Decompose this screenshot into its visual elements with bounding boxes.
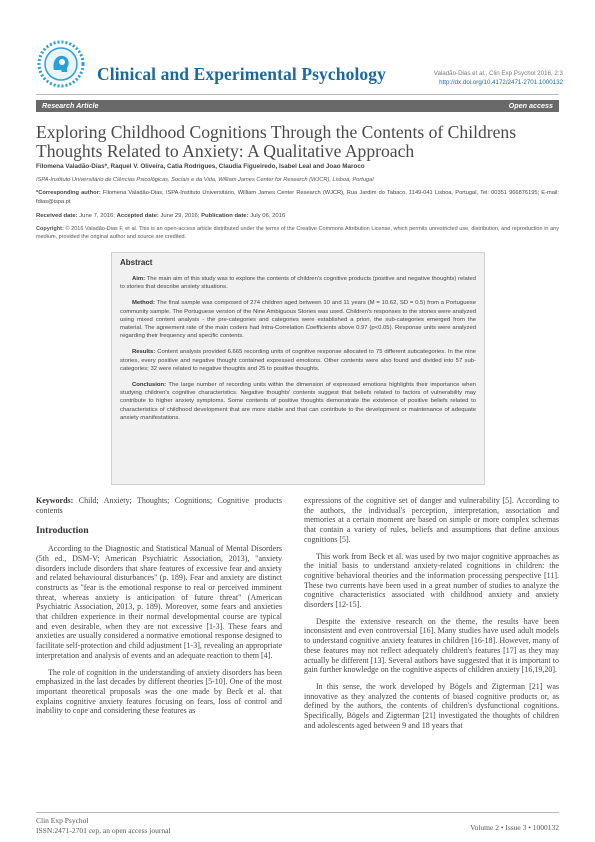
aim-label: Aim:: [132, 276, 146, 282]
paragraph: This work from Beck et al. was used by two major cognitive approaches as the initial basis to understand anxiety-related cognitions in children: the cognitive behavioral theories and the information processing perspective [11]. These two currents have been used in a great number of studies to analyze the cognitive characteristics associated with childhood anxiety and anxiety disorders [12-15].: [304, 551, 559, 610]
doi-link[interactable]: http://dx.doi.org/10.4172/2471-2701.1000132: [439, 79, 563, 86]
authors: Filomena Valadão-Dias*, Raquel V. Oliveira, Catia Rodrigues, Claudia Figueiredo, Isabel Leal and Joao Maroco: [36, 163, 365, 170]
keywords: [36, 496, 282, 515]
accepted-label: Accepted date:: [116, 213, 159, 219]
access-label: Open access: [508, 101, 553, 110]
article-dates: [36, 213, 559, 219]
article-type: Research Article: [42, 101, 99, 110]
conclusion-label: Conclusion:: [132, 382, 167, 389]
received-date: June 7, 2016;: [79, 213, 115, 219]
abstract-heading: Abstract: [120, 258, 153, 267]
paragraph: expressions of the cognitive set of danger and vulnerability [5]. According to the authors, the individual's perception, interpretation, association and memories at a certain moment are based on simple or more complex schemas that contain a variety of rules, beliefs and assumptions that define anxious cognitions [5].: [304, 496, 559, 544]
introduction-heading: Introduction: [36, 525, 89, 537]
keywords-label: Keywords:: [36, 496, 74, 505]
right-column: [304, 496, 559, 737]
copyright-text: © 2016 Valadão-Dias F, et al. This is an open-access article distributed under the terms of the Creative Commons Attribution License, which permits unrestricted use, distribution, and reproduction in any medium, provided the original author and source are credited.: [36, 226, 559, 241]
results-label: Results:: [132, 349, 156, 356]
aim-text: The main aim of this study was to explore the contents of children's cognitive products (positive and negative thoughts) related to stories that describe anxiety situations.: [120, 276, 477, 291]
corresponding-label: *Corresponding author:: [36, 190, 101, 196]
footer-journal: Clin Exp Psychol: [36, 816, 89, 825]
conclusion-text: The large number of recording units within the dimension of expressed emotions highlights their importance when studying children's cognitive characteristics. Negative thoughts' contents suggest that beliefs related to factors of vulnerability may contribute to higher anxiety symptoms. Some contents of positive thoughts demonstrate the existence of positive beliefs related to characteristics of childhood development that are more stable and that can contribute to the development or maintenance of adequate anxiety manifestations.: [120, 382, 476, 421]
footer-left: [36, 816, 171, 836]
footer-volume: Volume 2 • Issue 3 • 1000132: [470, 823, 559, 832]
results-text: Content analysis provided 6.665 recording units of cognitive response allocated to 75 different subcategories. In the nine stories, every positive and negative thought contained expressed emotions. Other contents were also found and divided into 57 sub-categories; 32 were related to negative thoughts and 25 to positive thoughts.: [120, 349, 476, 372]
header-divider: [36, 94, 559, 95]
received-label: Received date:: [36, 213, 78, 219]
journal-name: Clinical and Experimental Psychology: [97, 64, 386, 84]
footer-divider: [36, 812, 559, 813]
affiliation: ISPA-Instituto Universitário de Ciências Psicológicas, Sociais e da Vida, William James Center for Research (WJCR), Lisboa, Portugal: [36, 177, 374, 183]
method-text: The final sample was composed of 274 children aged between 10 and 11 years (M = 10.62, SD = 0.5) from a Portuguese community sample. The Portuguese version of the Nine Ambiguous Stories was used. Children's responses to the stories were analyzed using mixed content analysis - the pre-categories and categories were established a priori, the sub-categories emerged from the material. The agreement rate of the main coders had Intra-Correlation Coefficients above 0.97 (p<0.05). Response units were analyzed regarding their frequency and specific contents.: [120, 300, 476, 340]
published-date: July 06, 2016: [250, 213, 286, 219]
citation: Valadão-Dias et al., Clin Exp Psychol 2016, 2:3: [433, 70, 563, 77]
abstract-box: [111, 252, 485, 485]
abstract-conclusion: [120, 381, 476, 422]
paragraph: According to the Diagnostic and Statistical Manual of Mental Disorders (5th ed., DSM-V; American Psychiatric Association, 2013), "anxiety disorders include disorders that share features of excessive fear and anxiety and related behavioural disturbances" (p. 189). Fear and anxiety are distinct constructs as "fear is the emotional response to real or perceived imminent threat, whereas anxiety is anticipation of future threat" (American Psychiatric Association, 2013, p. 189). Moreover, some fears and anxieties that children experience in their normal developmental course are typical and even desirable, when they are not excessive [1-3]. These fears and anxieties are usually considered a normative emotional response designed to facilitate self-protection and child adjustment [1-3], revealing an appropriate interpretation and analysis of events and an adequate reaction to them [4].: [36, 544, 282, 660]
paragraph: The role of cognition in the understanding of anxiety disorders has been emphasized in the last decades by different theories [5-10]. One of the most important theoretical proposals was the one made by Beck et al. that explains cognitive anxiety features focusing on fears, loss of control and inability to cope and considering these features as: [36, 667, 282, 716]
article-type-bar: [36, 100, 559, 112]
keywords-text: Child; Anxiety; Thoughts; Cognitions; Cognitive products contents: [36, 496, 283, 515]
copyright: [36, 225, 559, 242]
abstract-method: [120, 299, 476, 340]
footer-issn: ISSN:2471-2701 cep, an open access journal: [36, 826, 171, 835]
article-title: Exploring Childhood Cognitions Through the Contents of Childrens Thoughts Related to Anxiety: A Qualitative Approach: [36, 122, 517, 161]
abstract-results: [120, 348, 476, 373]
journal-logo: [37, 40, 85, 88]
abstract-aim: [120, 275, 476, 291]
accepted-date: June 29, 2016;: [160, 213, 200, 219]
citation-info: [415, 69, 563, 87]
left-column: [36, 496, 282, 723]
corresponding-text: Filomena Valadão-Dias, ISPA-Instituto Universitário, William James Center Research (WJCR), Rua Jardim do Tabaco, 1149-041 Lisboa, Portugal, Tel: 00351 966876195; E-mail: fdias@ispa.pt: [36, 190, 559, 205]
method-label: Method:: [132, 300, 155, 307]
paragraph: In this sense, the work developed by Bögels and Zigterman [21] was innovative as they analyzed the contents of biased cognitive products or, as defined by the authors, the contents of children's dysfunctional cognitions. Specifically, Bögels and Zigterman [21] investigated the thoughts of children and adolescents aged between 9 and 18 years that: [304, 681, 559, 730]
paragraph: Despite the extensive research on the theme, the results have been inconsistent and even controversial [16]. Many studies have used adult models to understand cognitive anxiety features in children [16-18]. However, many of these features may not reflect adequately children's features [17] as they may actually be different [13]. Several authors have suggested that it is important to gain further knowledge on the cognitive aspects of children anxiety [16,19,20].: [304, 616, 559, 675]
published-label: Publication date:: [201, 213, 249, 219]
copyright-label: Copyright:: [36, 226, 64, 232]
corresponding-author: [36, 189, 559, 206]
